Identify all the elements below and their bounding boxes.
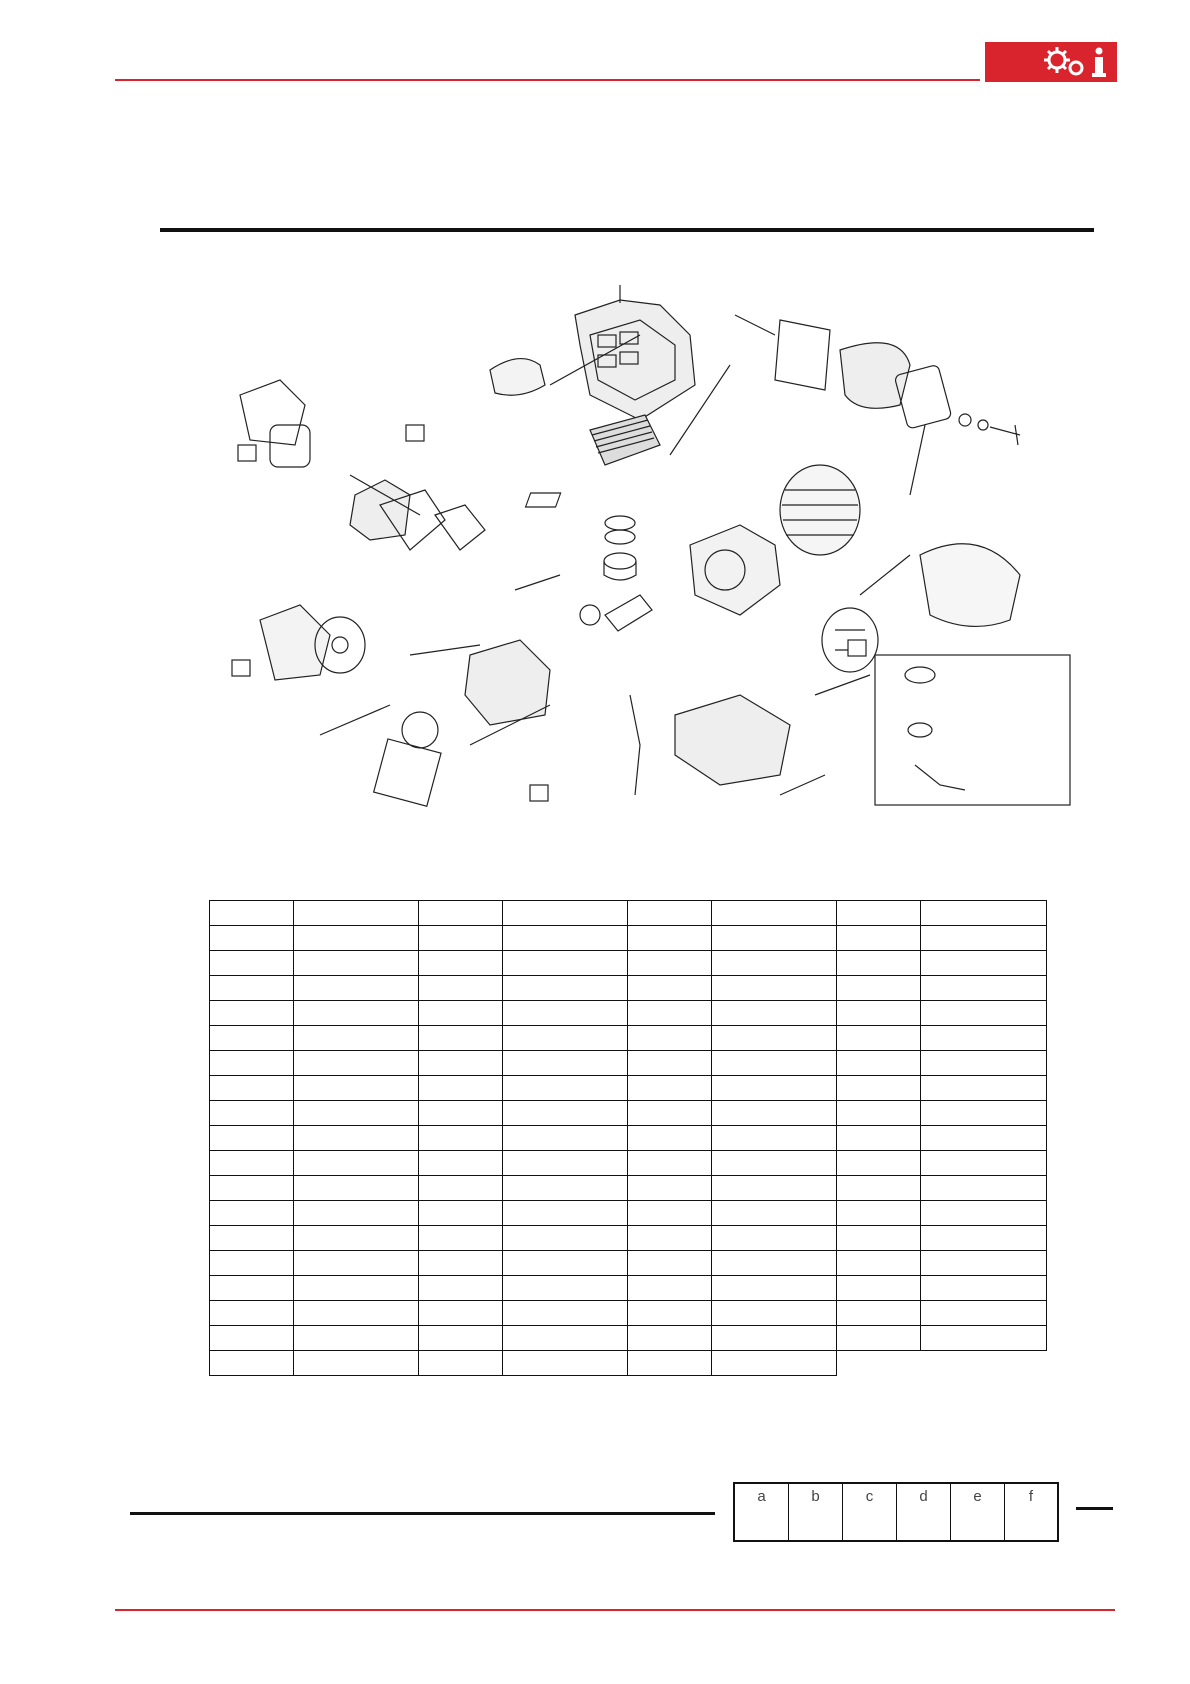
table-cell [921,1026,1047,1051]
table-cell [921,926,1047,951]
table-cell [628,1351,712,1376]
table-cell [837,1176,921,1201]
table-cell [837,1026,921,1051]
table-cell [837,1251,921,1276]
table-cell [712,1051,837,1076]
table-cell [503,1326,628,1351]
table-cell [419,951,503,976]
table-cell [419,1176,503,1201]
table-cell [712,1076,837,1101]
table-cell [294,1326,419,1351]
table-cell [503,1226,628,1251]
table-row [210,901,1047,926]
table-row [210,1176,1047,1201]
table-cell [921,951,1047,976]
table-cell [837,1351,921,1376]
table-cell [837,926,921,951]
table-cell [210,976,294,1001]
table-cell [419,976,503,1001]
table-cell [712,951,837,976]
table-cell [837,1201,921,1226]
footer-rule-left [130,1512,715,1515]
code-cell-b: b [789,1484,843,1540]
table-cell [503,1026,628,1051]
table-cell [419,926,503,951]
table-cell [712,1126,837,1151]
table-cell [712,1026,837,1051]
table-cell [837,1051,921,1076]
table-cell [210,1001,294,1026]
code-box [733,1482,1059,1542]
table-cell [294,1151,419,1176]
table-cell [210,1201,294,1226]
table-cell [419,1026,503,1051]
engine-exploded-diagram-icon [220,275,1080,875]
table-cell [628,1101,712,1126]
table-cell [503,1076,628,1101]
table-cell [837,1076,921,1101]
table-cell [419,1001,503,1026]
table-row [210,1051,1047,1076]
table-row [210,1276,1047,1301]
table-cell [628,976,712,1001]
table-row [210,1326,1047,1351]
table-cell [628,951,712,976]
table-row [210,926,1047,951]
table-cell [294,976,419,1001]
header-rule [115,79,980,81]
exploded-parts-diagram [220,275,1080,875]
table-cell [921,1326,1047,1351]
table-cell [210,1051,294,1076]
table-cell [210,1301,294,1326]
table-cell [712,926,837,951]
table-cell [628,1251,712,1276]
table-row [210,1076,1047,1101]
table-row [210,1351,1047,1376]
table-cell [294,901,419,926]
table-cell [628,1151,712,1176]
parts-table-body [210,901,1047,1376]
table-cell [628,1226,712,1251]
table-cell [503,976,628,1001]
table-cell [921,1101,1047,1126]
table-cell [419,1101,503,1126]
table-cell [628,1026,712,1051]
table-row [210,951,1047,976]
brand-logo [985,42,1117,82]
table-cell [503,1301,628,1326]
table-cell [921,1201,1047,1226]
table-cell [294,1026,419,1051]
table-row [210,1101,1047,1126]
table-cell [419,1151,503,1176]
table-cell [837,1301,921,1326]
table-cell [628,1126,712,1151]
table-cell [419,1326,503,1351]
table-cell [503,901,628,926]
table-cell [837,951,921,976]
table-cell [921,1001,1047,1026]
table-cell [294,1001,419,1026]
table-cell [503,1001,628,1026]
table-cell [712,1151,837,1176]
page-footer-rule [115,1609,1115,1611]
table-cell [712,976,837,1001]
gears-info-icon [985,42,1117,82]
table-cell [210,951,294,976]
table-cell [921,1126,1047,1151]
table-cell [419,1301,503,1326]
table-cell [210,1026,294,1051]
table-cell [210,926,294,951]
table-cell [628,1301,712,1326]
table-cell [503,1126,628,1151]
table-cell [294,1251,419,1276]
table-cell [294,1301,419,1326]
table-cell [210,1251,294,1276]
table-cell [921,1176,1047,1201]
code-cell-f: f [1028,1488,1034,1505]
table-cell [921,1051,1047,1076]
table-cell [503,1351,628,1376]
table-cell [921,1351,1047,1376]
table-cell [712,1001,837,1026]
table-cell [294,1226,419,1251]
table-cell [503,1051,628,1076]
table-cell [628,901,712,926]
table-cell [628,1201,712,1226]
table-cell [712,1201,837,1226]
table-cell [294,1101,419,1126]
table-cell [712,1351,837,1376]
table-cell [294,1051,419,1076]
table-cell [294,926,419,951]
title-rule [160,228,1094,232]
table-cell [210,1176,294,1201]
table-cell [294,1176,419,1201]
table-cell [419,1201,503,1226]
table-cell [210,1276,294,1301]
table-cell [837,1126,921,1151]
table-row [210,1001,1047,1026]
table-cell [503,1201,628,1226]
table-cell [419,1276,503,1301]
table-row [210,1226,1047,1251]
table-cell [503,1151,628,1176]
table-cell [210,1151,294,1176]
table-cell [921,1226,1047,1251]
table-cell [503,1101,628,1126]
table-cell [837,1101,921,1126]
table-cell [921,976,1047,1001]
table-cell [628,1051,712,1076]
table-cell [503,1251,628,1276]
table-cell [294,1126,419,1151]
table-cell [921,1301,1047,1326]
table-row [210,1026,1047,1051]
table-cell [294,1276,419,1301]
table-row [210,1251,1047,1276]
table-cell [837,1276,921,1301]
table-cell [921,1076,1047,1101]
table-cell [294,1351,419,1376]
table-cell [210,1226,294,1251]
table-row [210,1126,1047,1151]
table-row [210,1201,1047,1226]
table-cell [712,1326,837,1351]
table-cell [712,1301,837,1326]
code-cell-e: e [951,1484,1005,1540]
table-cell [210,1326,294,1351]
table-cell [712,1251,837,1276]
table-row [210,1151,1047,1176]
table-cell [419,1251,503,1276]
table-cell [628,1001,712,1026]
table-cell [837,1326,921,1351]
table-cell [837,1001,921,1026]
table-cell [294,1076,419,1101]
table-cell [837,1226,921,1251]
table-cell [712,1276,837,1301]
table-cell [210,1126,294,1151]
table-cell [712,1176,837,1201]
table-cell [503,1176,628,1201]
table-cell [921,1276,1047,1301]
table-cell [294,1201,419,1226]
footer-rule-right [1076,1507,1113,1510]
table-cell [210,1076,294,1101]
table-cell [628,1176,712,1201]
table-cell [921,901,1047,926]
table-cell [419,1126,503,1151]
table-cell [712,1101,837,1126]
table-row [210,1301,1047,1326]
table-cell [837,976,921,1001]
table-cell [419,1051,503,1076]
table-cell [419,901,503,926]
table-cell [628,1076,712,1101]
table-cell [628,926,712,951]
table-cell [712,1226,837,1251]
table-cell [419,1351,503,1376]
table-cell [419,1076,503,1101]
code-cell-c: c [843,1484,897,1540]
table-cell [628,1276,712,1301]
table-cell [210,1351,294,1376]
table-row [210,976,1047,1001]
table-cell [210,1101,294,1126]
table-cell [628,1326,712,1351]
table-cell [503,926,628,951]
table-cell [921,1151,1047,1176]
table-cell [837,901,921,926]
code-cell-a: a [735,1484,789,1540]
table-cell [921,1251,1047,1276]
table-cell [503,951,628,976]
parts-table [209,900,1047,1376]
table-cell [210,901,294,926]
table-cell [503,1276,628,1301]
table-cell [712,901,837,926]
table-cell [294,951,419,976]
table-cell [419,1226,503,1251]
code-cell-d: d [897,1484,951,1540]
table-cell [837,1151,921,1176]
